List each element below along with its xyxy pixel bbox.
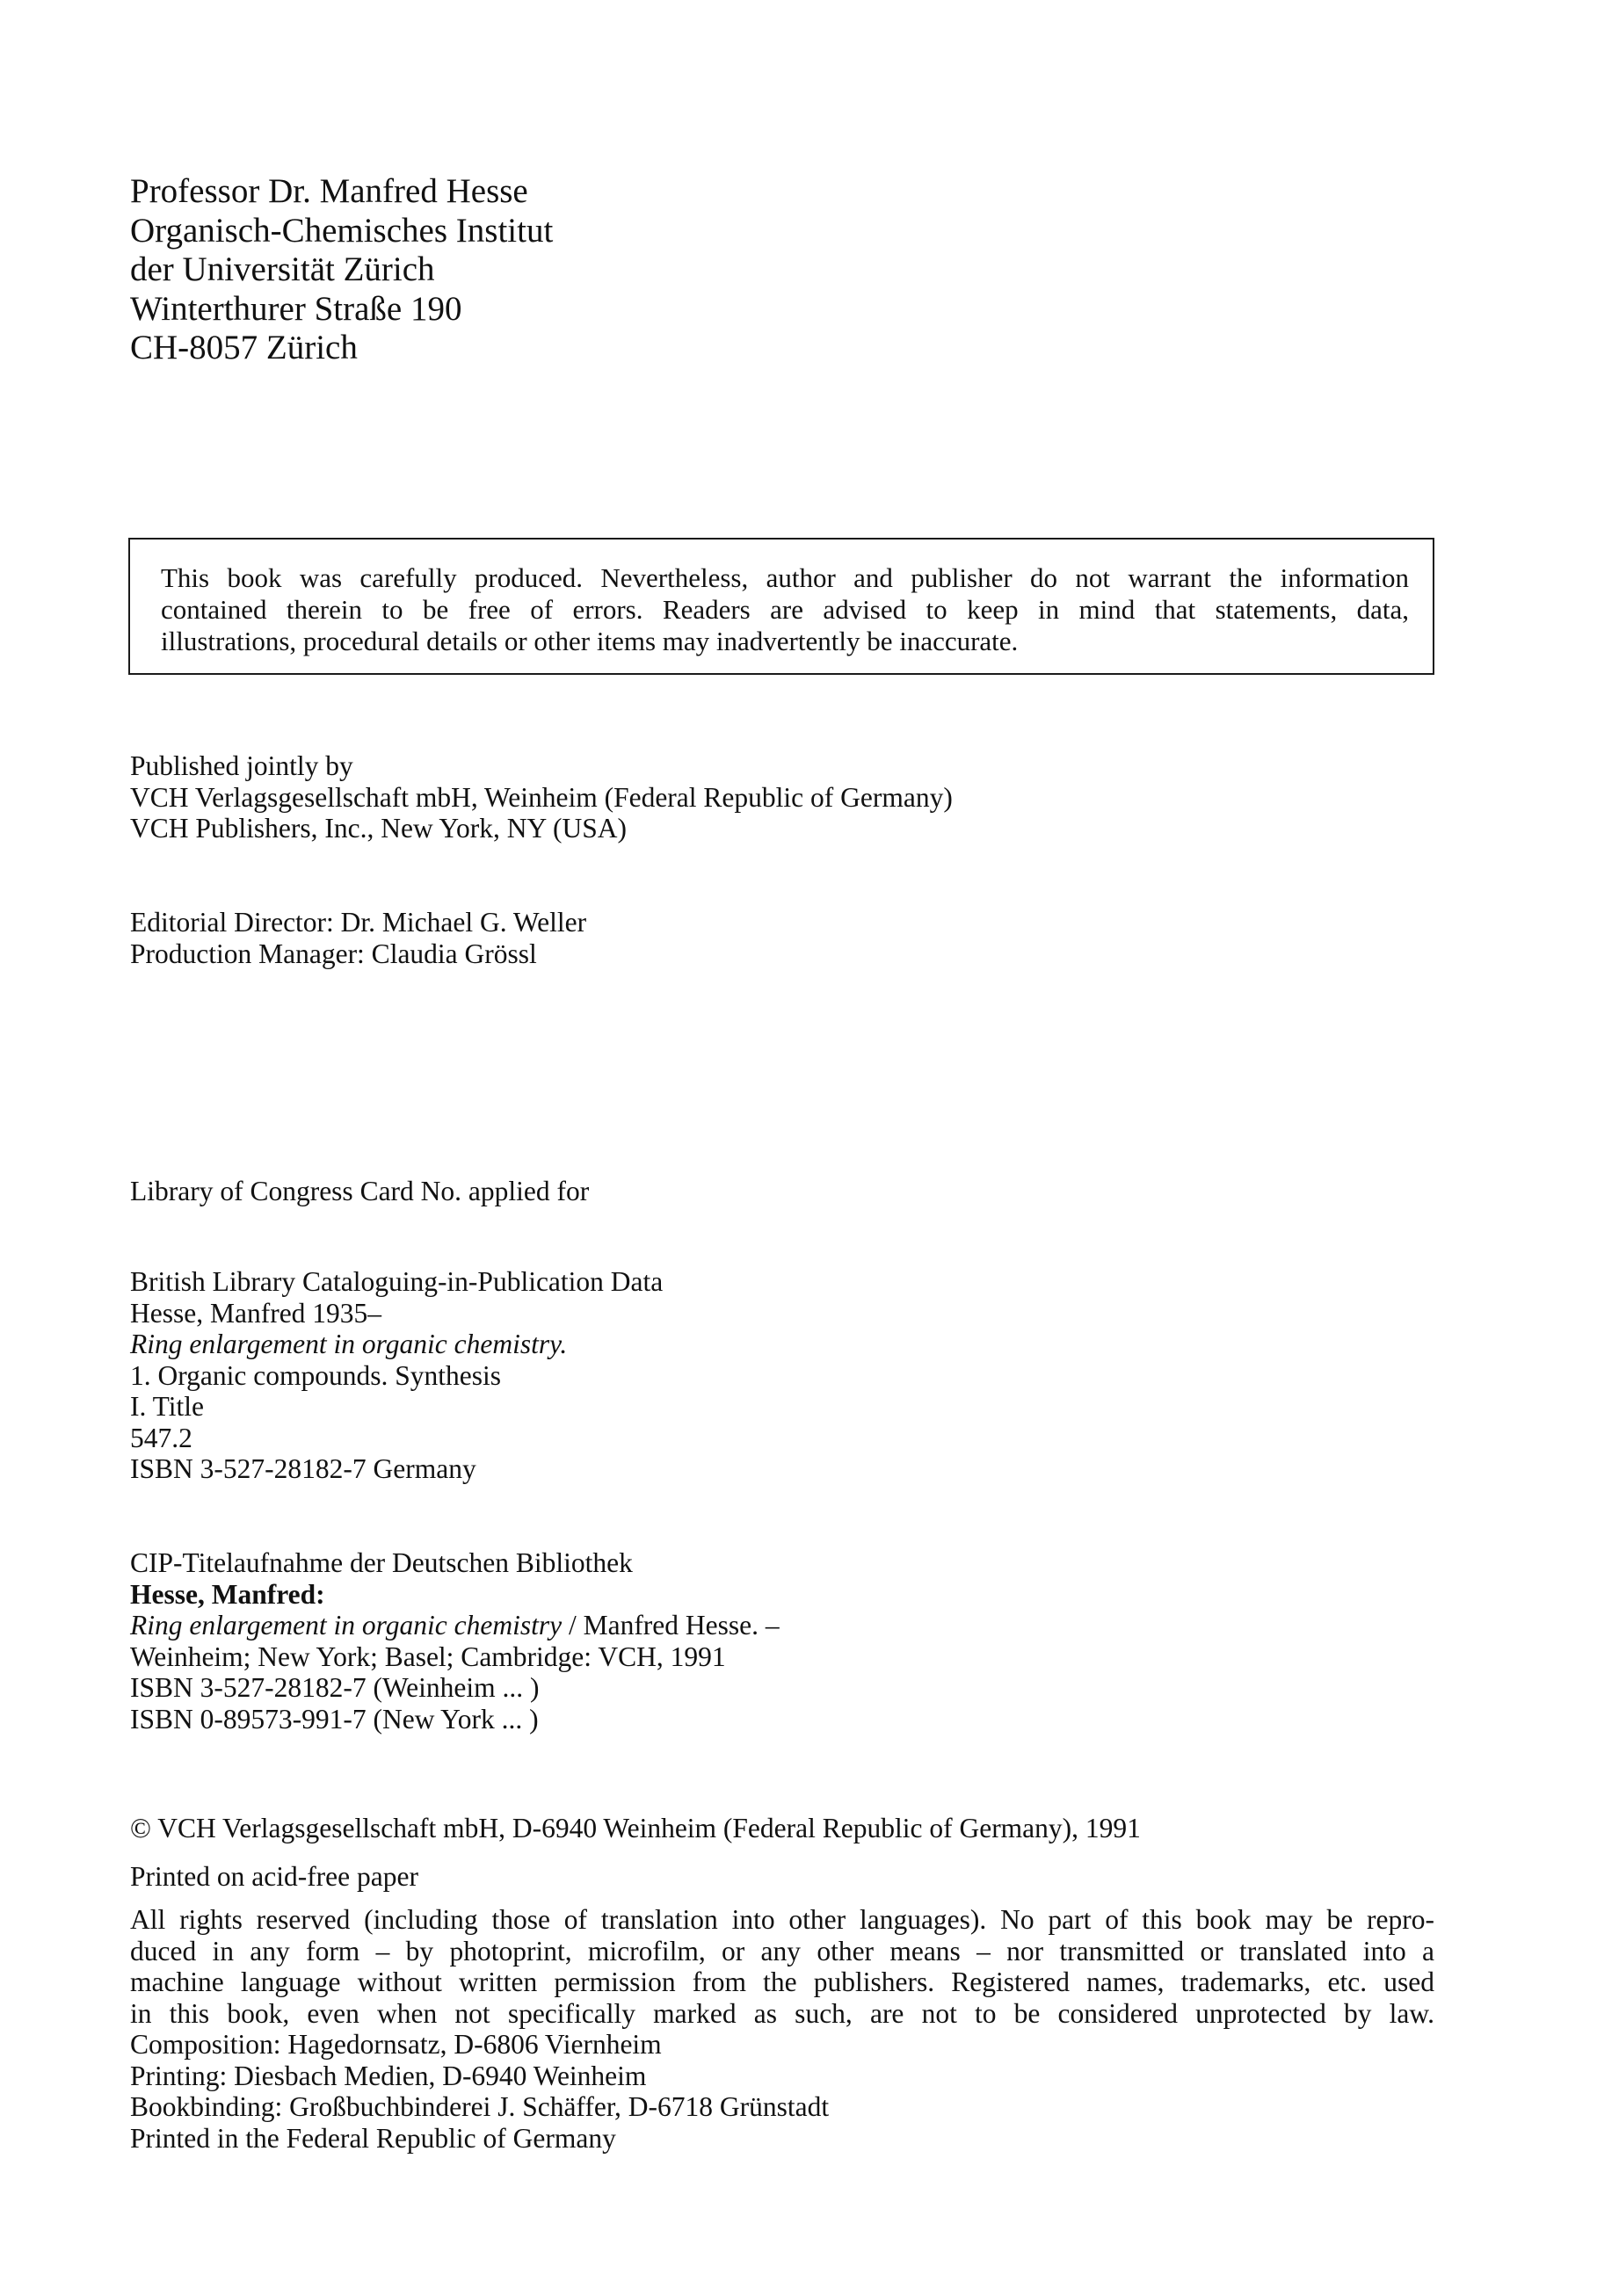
bl-cip-heading: British Library Cataloguing-in-Publication Data xyxy=(130,1266,664,1297)
publishers-section xyxy=(130,750,953,844)
publisher-germany: VCH Verlagsgesellschaft mbH, Weinheim (Federal Republic of Germany) xyxy=(130,781,953,813)
copyright-notice xyxy=(130,1813,1141,1844)
db-cip-isbn-weinheim: ISBN 3-527-28182-7 (Weinheim ... ) xyxy=(130,1672,540,1703)
printed-in-country: Printed in the Federal Republic of Germany xyxy=(130,2122,616,2154)
institute-name: Organisch-Chemisches Institut xyxy=(130,211,554,250)
deutsche-bibliothek-cip xyxy=(130,1547,780,1735)
db-cip-title-line xyxy=(130,1610,780,1641)
rights-line: in this book, even when not specifically marked as such, are not to be considered unprotected by law. xyxy=(130,1997,1434,2029)
disclaimer-box xyxy=(128,538,1434,675)
printing-credit: Printing: Diesbach Medien, D-6940 Weinheim xyxy=(130,2060,647,2091)
db-cip-author: Hesse, Manfred: xyxy=(130,1578,325,1610)
rights-section xyxy=(130,1904,1434,2154)
disclaimer-line: contained therein to be free of errors. Readers are advised to keep in mind that statements, data, xyxy=(161,594,1409,625)
bl-cip-classification: 547.2 xyxy=(130,1422,192,1453)
staff-section xyxy=(130,907,586,969)
bl-cip-subject: 1. Organic compounds. Synthesis xyxy=(130,1359,502,1391)
bookbinding-credit: Bookbinding: Großbuchbinderei J. Schäffer, D-6718 Grünstadt xyxy=(130,2091,830,2122)
university-name: der Universität Zürich xyxy=(130,250,435,288)
editorial-director: Editorial Director: Dr. Michael G. Weller xyxy=(130,907,587,938)
bl-cip-author: Hesse, Manfred 1935– xyxy=(130,1297,382,1329)
db-cip-title-suffix: / Manfred Hesse. – xyxy=(562,1610,780,1641)
acid-free-notice xyxy=(130,1861,418,1893)
author-address xyxy=(130,172,553,368)
rights-line: All rights reserved (including those of translation into other languages). No part of this book may be repro- xyxy=(130,1904,1434,1935)
disclaimer-line: This book was carefully produced. Nevertheless, author and publisher do not warrant the information xyxy=(161,562,1409,593)
db-cip-heading: CIP-Titelaufnahme der Deutschen Bibliothek xyxy=(130,1547,633,1578)
publisher-usa: VCH Publishers, Inc., New York, NY (USA) xyxy=(130,813,627,844)
loc-card-number: Library of Congress Card No. applied for xyxy=(130,1176,590,1206)
db-cip-isbn-newyork: ISBN 0-89573-991-7 (New York ... ) xyxy=(130,1703,539,1735)
disclaimer-line: illustrations, procedural details or other items may inadvertently be inaccurate. xyxy=(161,626,1019,656)
street-address: Winterthurer Straße 190 xyxy=(130,289,462,328)
composition-credit: Composition: Hagedornsatz, D-6806 Viernheim xyxy=(130,2029,662,2060)
copyright-line: © VCH Verlagsgesellschaft mbH, D-6940 Weinheim (Federal Republic of Germany), 1991 xyxy=(130,1813,1141,1843)
author-name: Professor Dr. Manfred Hesse xyxy=(130,172,528,210)
bl-cip-title-entry: I. Title xyxy=(130,1391,205,1422)
disclaimer-text xyxy=(161,562,1409,657)
bl-cip-isbn: ISBN 3-527-28182-7 Germany xyxy=(130,1453,476,1484)
db-cip-imprint: Weinheim; New York; Basel; Cambridge: VCH, 1991 xyxy=(130,1641,726,1672)
rights-line: machine language without written permission from the publishers. Registered names, trademarks, etc. used xyxy=(130,1966,1434,1997)
bl-cip-title: Ring enlargement in organic chemistry. xyxy=(130,1329,568,1359)
published-jointly-label: Published jointly by xyxy=(130,750,353,781)
acid-free-line: Printed on acid-free paper xyxy=(130,1861,418,1892)
db-cip-title: Ring enlargement in organic chemistry xyxy=(130,1610,563,1641)
rights-line: duced in any form – by photoprint, microfilm, or any other means – nor transmitted or translated into a xyxy=(130,1935,1434,1966)
city-postal: CH-8057 Zürich xyxy=(130,329,358,366)
library-of-congress xyxy=(130,1176,589,1207)
british-library-cip xyxy=(130,1266,663,1485)
production-manager: Production Manager: Claudia Grössl xyxy=(130,938,537,969)
